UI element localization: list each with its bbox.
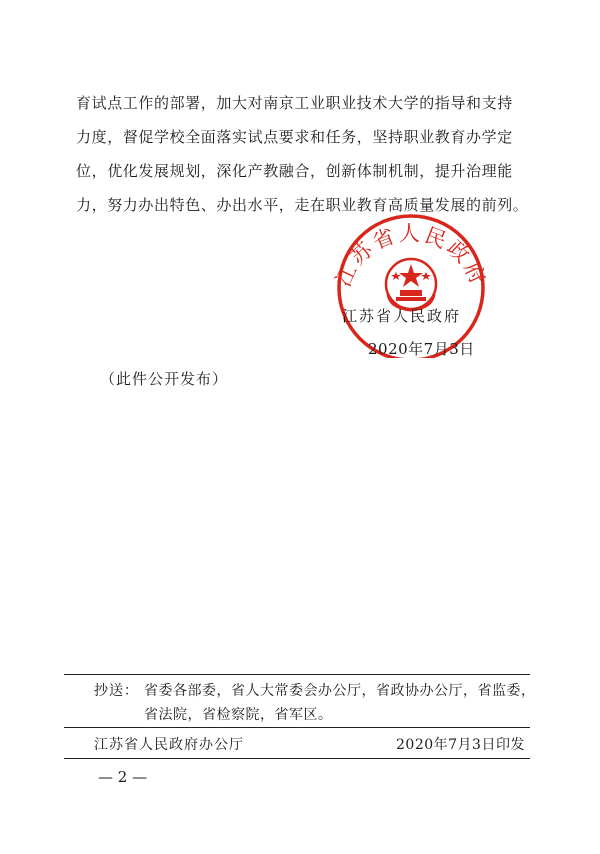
page-number: — 2 — (98, 768, 148, 786)
signature-date: 2020年7月3日 (368, 340, 475, 358)
print-date: 2020年7月3日印发 (396, 737, 525, 753)
official-seal (326, 208, 496, 358)
body-line: 力，努力办出特色、办出水平，走在职业教育高质量发展的前列。 (76, 196, 529, 214)
national-emblem-icon (386, 259, 436, 310)
footer-divider (64, 674, 530, 675)
footer-divider (64, 758, 530, 759)
body-line: 育试点工作的部署，加大对南京工业职业技术大学的指导和支持 (76, 94, 513, 112)
cc-recipients-line: 省法院，省检察院，省军区。 (144, 707, 333, 723)
body-line: 力度，督促学校全面落实试点要求和任务，坚持职业教育办学定 (76, 128, 513, 146)
publish-note: （此件公开发布） (100, 370, 229, 388)
cc-label: 抄送： (94, 683, 139, 699)
seal-text: 江苏省人民政府 (330, 221, 492, 291)
footer-divider (64, 727, 530, 728)
issuing-office: 江苏省人民政府办公厅 (94, 737, 244, 753)
body-line: 位，优化发展规划，深化产教融合，创新体制机制，提升治理能 (76, 162, 513, 180)
cc-recipients-line: 省委各部委，省人大常委会办公厅，省政协办公厅，省监委， (144, 683, 536, 699)
body-paragraph (76, 86, 536, 222)
signature-organization: 江苏省人民政府 (342, 307, 462, 325)
